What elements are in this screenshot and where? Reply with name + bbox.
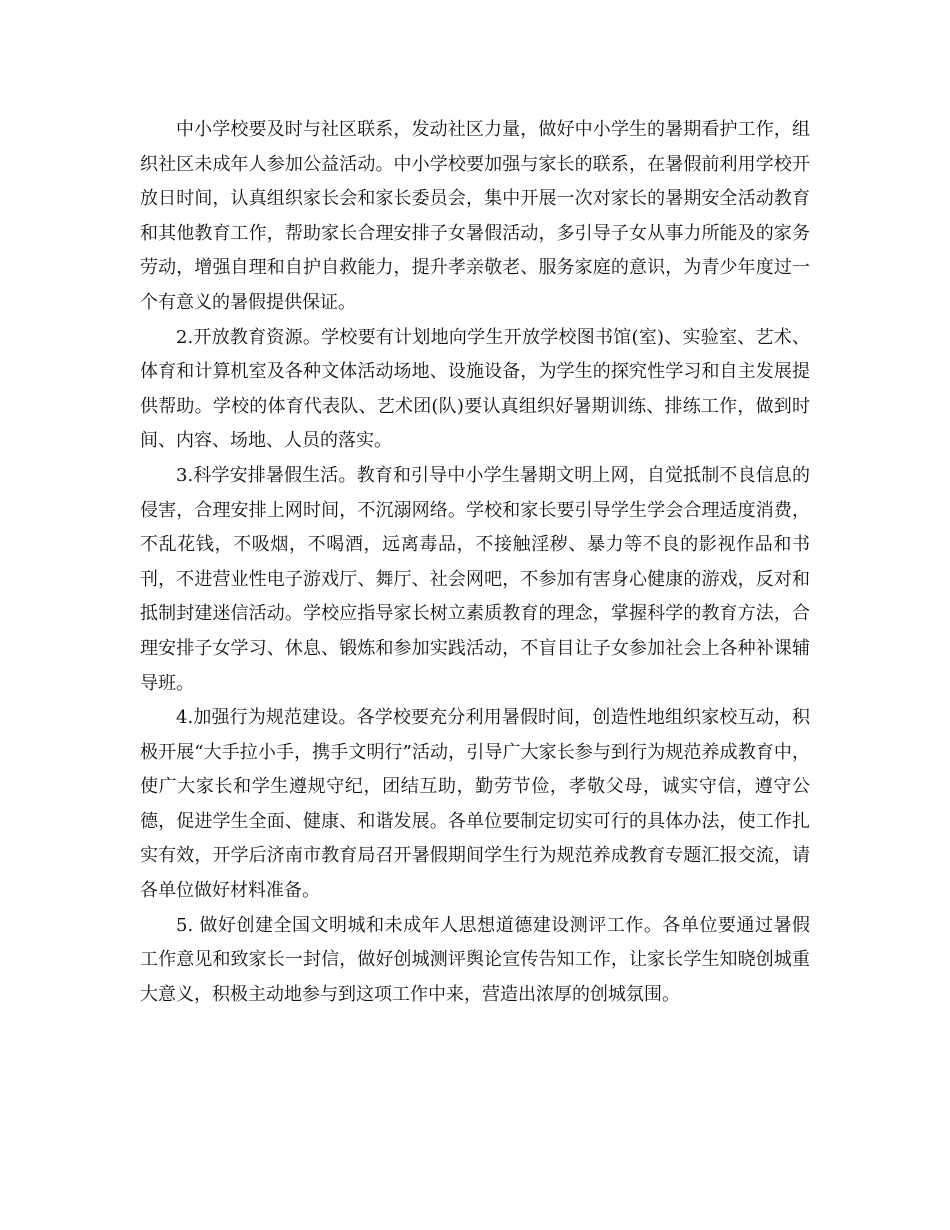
paragraph-open-resources: 2.开放教育资源。学校要有计划地向学生开放学校图书馆(室)、实验室、艺术、体育和计算机室及各种文体活动场地、设施设备，为学生的探究性学习和自主发展提供帮助。学校的体育代表队、艺术团(队)要认真组织好暑期训练、排练工作，做到时间、内容、场地、人员的落实。 — [140, 326, 810, 452]
paragraph-civilized-city: 5. 做好创建全国文明城和未成年人思想道德建设测评工作。各单位要通过暑假工作意见和致家长一封信，做好创城测评舆论宣传告知工作，让家长学生知晓创城重大意义，积极主动地参与到这项工作中来，营造出浓厚的创城氛围。 — [140, 914, 810, 1005]
paragraph-behavior-norms: 4.加强行为规范建设。各学校要充分利用暑假时间，创造性地组织家校互动，积极开展“大手拉小手，携手文明行”活动，引导广大家长参与到行为规范养成教育中，使广大家长和学生遵规守纪，团结互助，勤劳节俭，孝敬父母，诚实守信，遵守公德，促进学生全面、健康、和谐发展。各单位要制定切实可行的具体办法，使工作扎实有效，开学后济南市教育局召开暑假期间学生行为规范养成教育专题汇报交流，请各单位做好材料准备。 — [140, 707, 810, 902]
paragraph-summer-life: 3.科学安排暑假生活。教育和引导中小学生暑期文明上网，自觉抵制不良信息的侵害，合理安排上网时间，不沉溺网络。学校和家长要引导学生学会合理适度消费，不乱花钱，不吸烟，不喝酒，远离毒品，不接触淫秽、暴力等不良的影视作品和书刊，不进营业性电子游戏厅、舞厅、社会网吧，不参加有害身心健康的游戏，反对和抵制封建迷信活动。学校应指导家长树立素质教育的理念，掌握科学的教育方法，合理安排子女学习、休息、锻炼和参加实践活动，不盲目让子女参加社会上各种补课辅导班。 — [140, 464, 810, 694]
paragraph-community-contact: 中小学校要及时与社区联系，发动社区力量，做好中小学生的暑期看护工作，组织社区未成年人参加公益活动。中小学校要加强与家长的联系，在暑假前利用学校开放日时间，认真组织家长会和家长委员会，集中开展一次对家长的暑期安全活动教育和其他教育工作，帮助家长合理安排子女暑假活动，多引导子女从事力所能及的家务劳动，增强自理和自护自救能力，提升孝亲敬老、服务家庭的意识，为青少年度过一个有意义的暑假提供保证。 — [140, 119, 810, 313]
document-body — [140, 113, 810, 1012]
